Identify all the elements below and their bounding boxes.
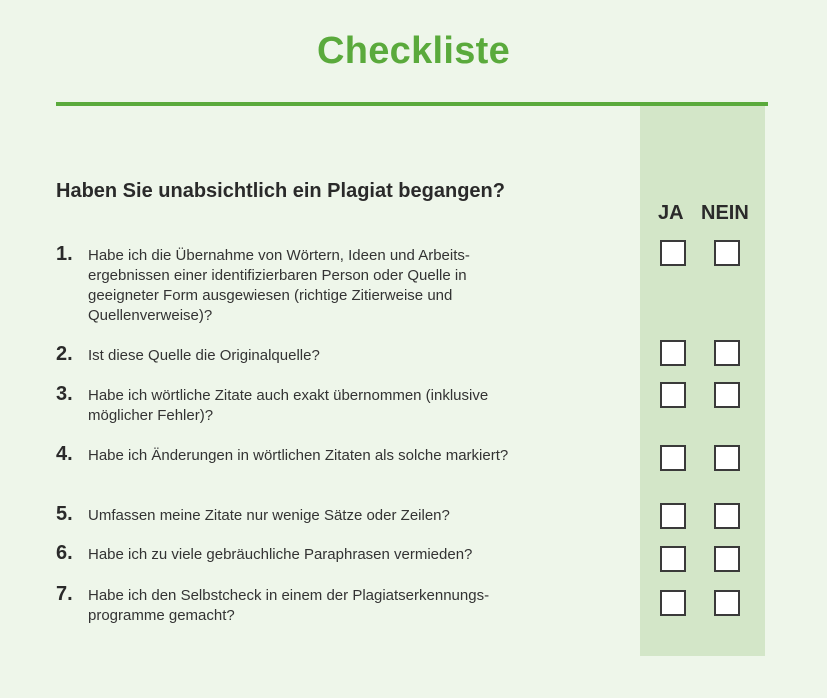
page-title: Checkliste (316, 30, 511, 72)
item-text: Habe ich zu viele gebräuchliche Paraphrasen vermieden? (88, 546, 473, 563)
checkbox-ja-item-5[interactable] (660, 503, 686, 529)
checkbox-ja-item-7[interactable] (660, 590, 686, 616)
checkbox-nein-item-7[interactable] (714, 590, 740, 616)
checkbox-ja-item-1[interactable] (660, 240, 686, 266)
checkbox-nein-item-3[interactable] (714, 382, 740, 408)
item-number: 7. (56, 583, 73, 605)
item-number: 6. (56, 542, 73, 564)
checkbox-ja-item-3[interactable] (660, 382, 686, 408)
column-header-nein: NEIN (701, 202, 749, 224)
item-number: 3. (56, 383, 73, 405)
checklist-question: Haben Sie unabsichtlich ein Plagiat begangen? (56, 180, 505, 202)
checkbox-nein-item-4[interactable] (714, 445, 740, 471)
item-text: Habe ich wörtliche Zitate auch exakt übernommen (inklusive möglicher Fehler)? (88, 387, 489, 424)
checkbox-nein-item-2[interactable] (714, 340, 740, 366)
checkbox-nein-item-1[interactable] (714, 240, 740, 266)
answer-column-background (640, 106, 765, 656)
checkbox-ja-item-2[interactable] (660, 340, 686, 366)
checkbox-nein-item-5[interactable] (714, 503, 740, 529)
column-header-ja: JA (658, 202, 684, 224)
item-number: 2. (56, 343, 73, 365)
item-text: Ist diese Quelle die Originalquelle? (88, 347, 320, 364)
item-text: Habe ich Änderungen in wörtlichen Zitaten als solche markiert? (88, 447, 509, 464)
checkbox-nein-item-6[interactable] (714, 546, 740, 572)
item-number: 5. (56, 503, 73, 525)
checkbox-ja-item-6[interactable] (660, 546, 686, 572)
item-number: 1. (56, 243, 73, 265)
item-text: Umfassen meine Zitate nur wenige Sätze oder Zeilen? (88, 507, 450, 524)
checkbox-ja-item-4[interactable] (660, 445, 686, 471)
item-text: Habe ich die Übernahme von Wörtern, Ideen und Arbeits-ergebnissen einer identifizierbaren Person oder Quelle in geeigneter Form ausgewiesen (richtige Zitierweise und Quellenverweise)? (88, 247, 470, 324)
item-text: Habe ich den Selbstcheck in einem der Plagiatserkennungs-programme gemacht? (88, 587, 490, 624)
item-number: 4. (56, 443, 73, 465)
